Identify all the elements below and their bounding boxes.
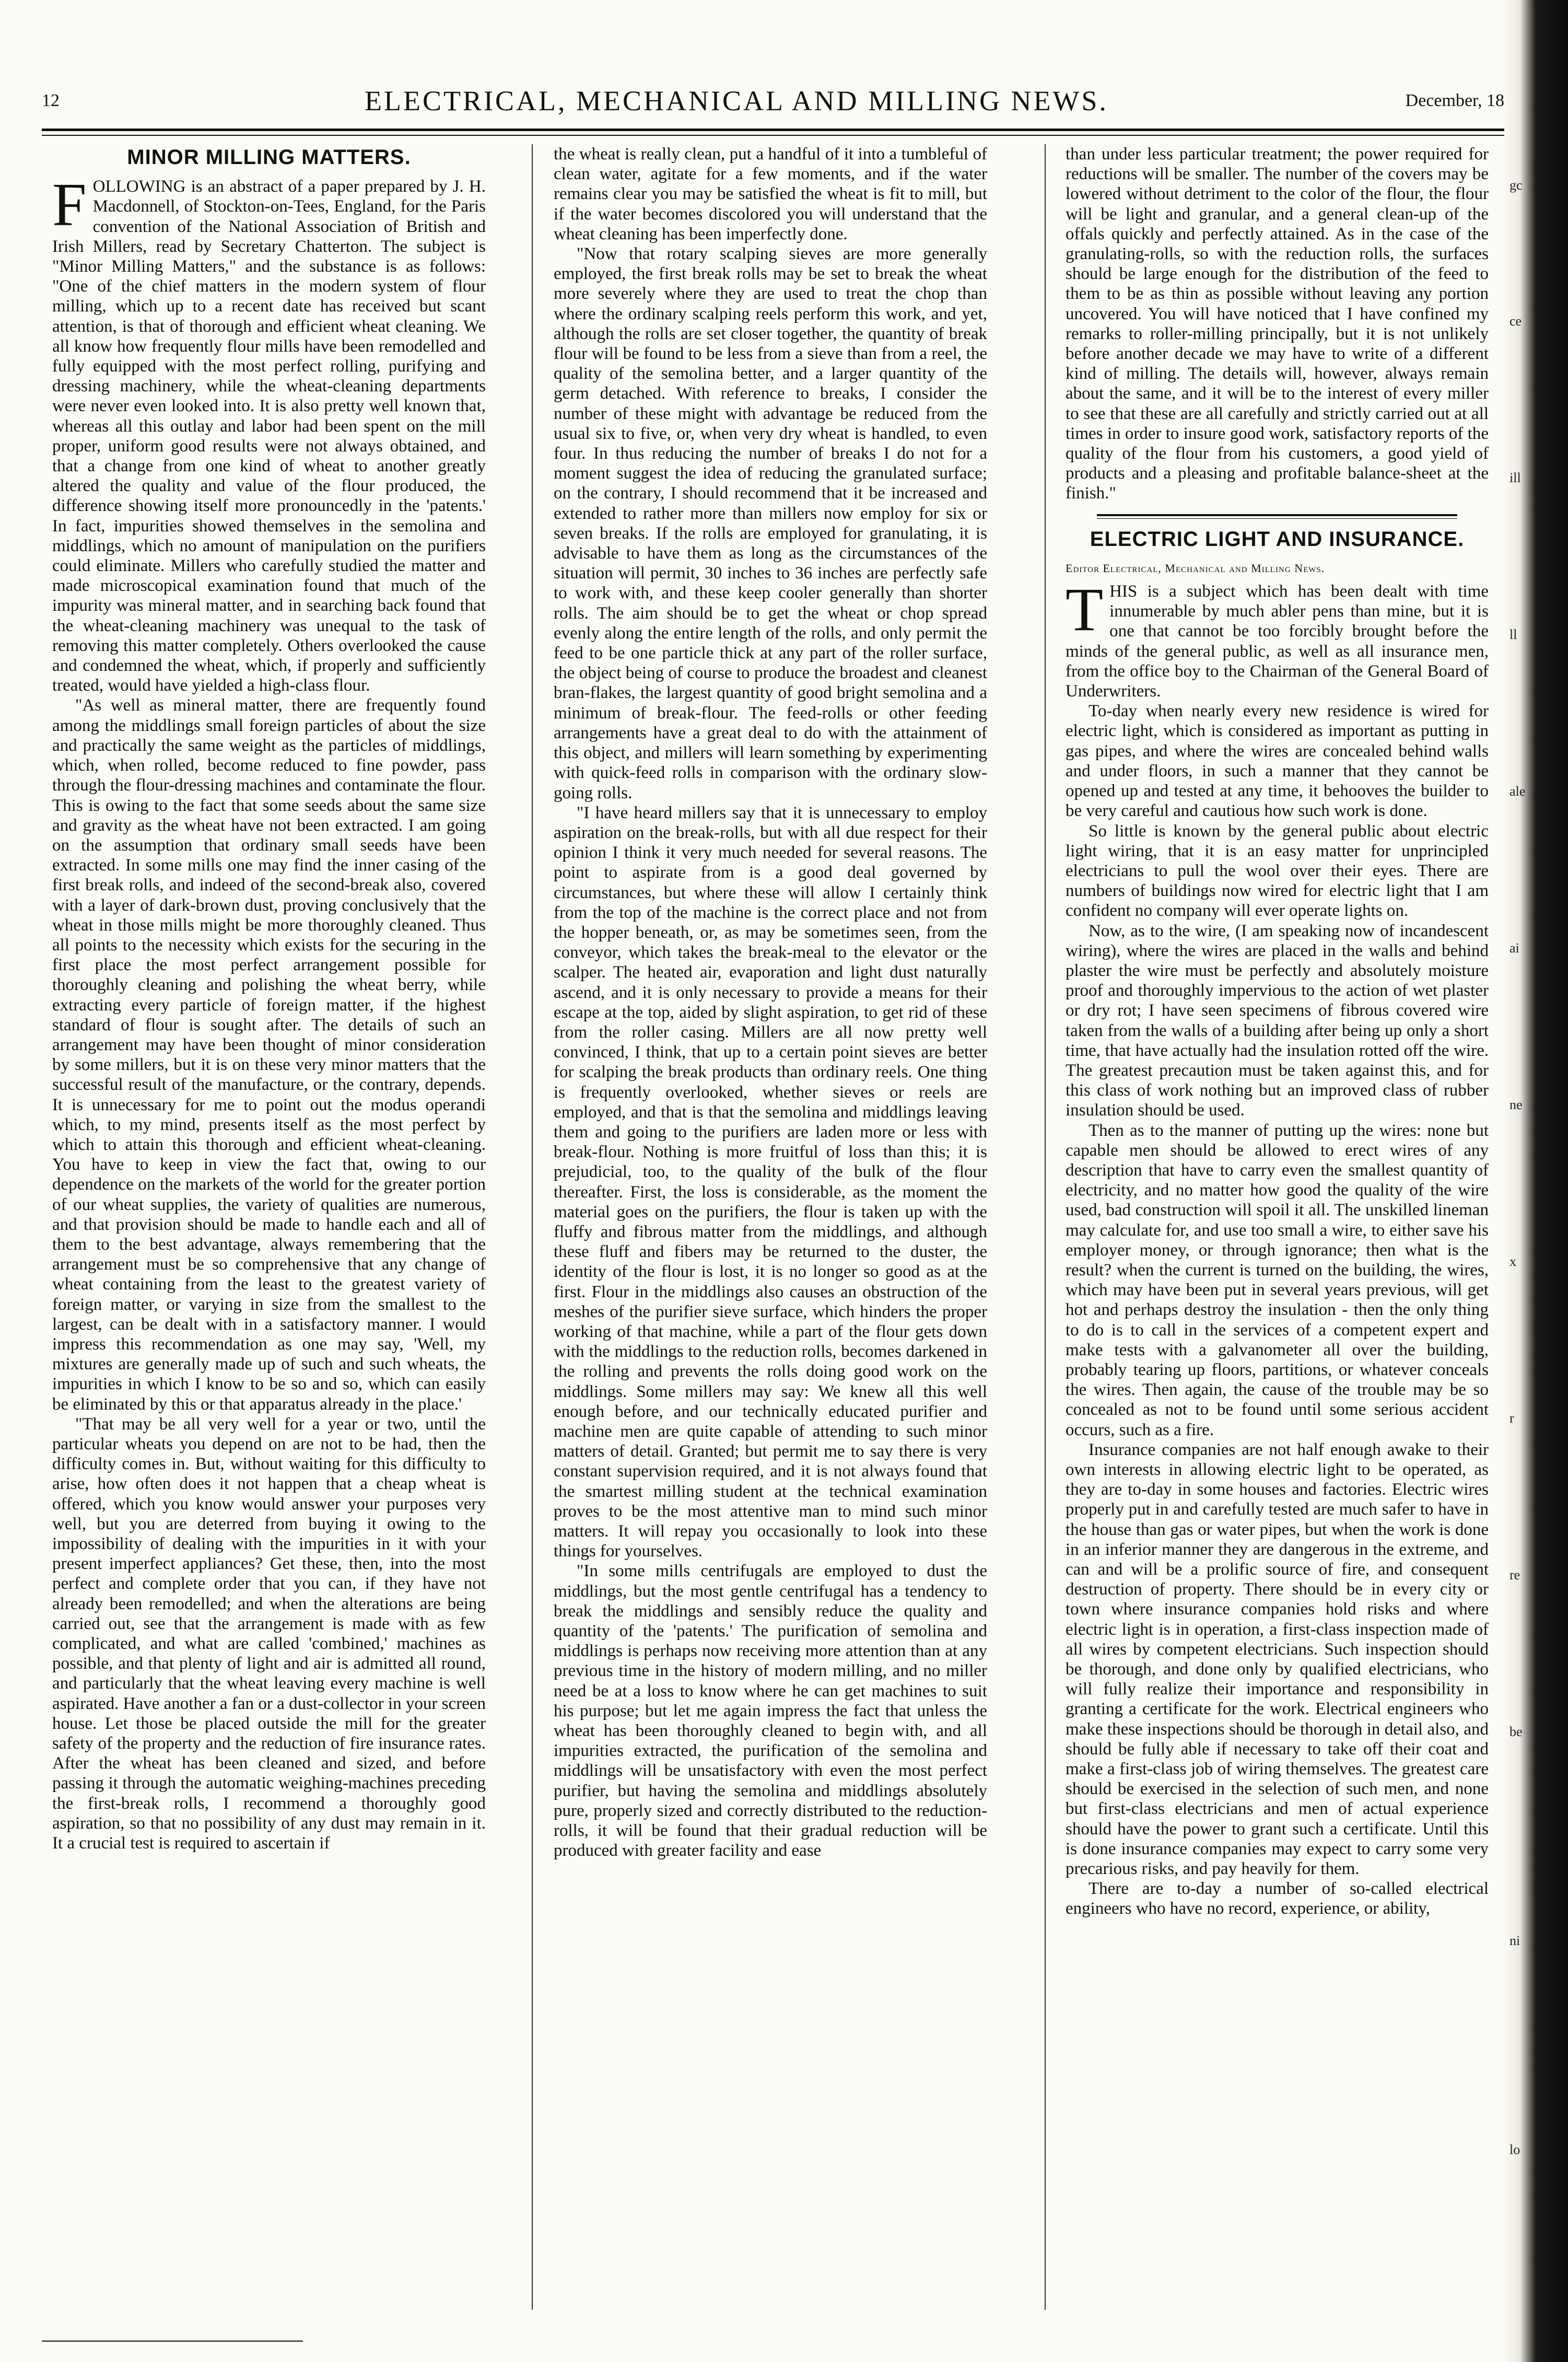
article-paragraph: To-day when nearly every new residence is wired for electric light, which is considered as important as putting in gas pipes, and where the wires are concealed behind walls and under floors, in such a manner that they cannot be opened up and tested at any time, it behooves the builder to be very careful and cautious how such work is done.	[1066, 702, 1489, 821]
column-1	[52, 144, 486, 2331]
masthead: ELECTRICAL, MECHANICAL AND MILLING NEWS.	[365, 85, 1108, 117]
article-paragraph: "That may be all very well for a year or two, until the particular wheats you depend on are not to be had, then the difficulty comes in. But, without waiting for this difficulty to arise, how often does it not happen that a cheap wheat is offered, which you know would answer your purposes very well, but you are deterred from buying it owing to the impossibility of dealing with the impurities in it with your present imperfect appliances? Get these, then, into the most perfect and complete order that you can, if they have not already been remodelled; and when the alterations are being carried out, see that the arrangement is made with as few complicated, and what are called 'combined,' machines as possible, and that plenty of light and air is admitted all round, and particularly that the wheat leaving every machine is well aspirated. Have another a fan or a dust-collector in your screen house. Let those be placed outside the mill for the greater safety of the property and the reduction of fire insurance rates. After the wheat has been cleaned and sized, and before passing it through the automatic weighing-machines preceding the first-break rolls, I recommend a thoroughly good aspiration, so that no possibility of any dust may remain in it. It a crucial test is required to ascertain if	[52, 1414, 486, 1853]
drop-cap: F	[52, 170, 87, 239]
article-title-electric-light: ELECTRIC LIGHT AND INSURANCE.	[1090, 527, 1465, 551]
article-paragraph: than under less particular treatment; the power required for reductions will be smaller. The number of the covers may be lowered without detriment to the color of the flour, the flour will be light and granular, and a general clean-up of the offals quickly and perfectly attained. As in the case of the granulating-rolls, so with the reduction rolls, the surfaces should be large enough for the distribution of the feed to them to be as thin as possible without leaving any portion uncovered. You will have noticed that I have confined my remarks to roller-milling principally, but it is not unlikely before another decade we may have to write of a different kind of milling. The details will, however, always remain about the same, and it will be to the interest of every miller to see that these are all carefully and strictly carried out at all times in order to insure good work, satisfactory reports of the quality of the flour from his customers, a good yield of products and a pleasing and profitable balance-sheet at the finish."	[1066, 145, 1489, 503]
paragraph-text: HIS is a subject which has been dealt with time innumerable by much abler pens than mine, but it is one that cannot be too forcibly brought before the minds of the general public, as well as all insurance men, from the office boy to the Chairman of the General Board of Underwriters.	[1066, 582, 1489, 701]
article-paragraph: There are to-day a number of so-called electrical engineers who have no record, experience, or ability,	[1066, 1879, 1489, 1918]
article-paragraph: Now, as to the wire, (I am speaking now of incandescent wiring), where the wires are placed in the walls and behind plaster the wire must be perfectly and absolutely moisture proof and thoroughly impervious to the action of wet plaster or dry rot; I have seen specimens of fibrous covered wire taken from the walls of a building after being up only a short time, that have actually had the insulation rotted off the wire. The greatest precaution must be taken against this, and for this class of work nothing but an improved class of rubber insulation should be used.	[1066, 921, 1489, 1120]
column-3	[1066, 144, 1489, 2331]
edge-fragment: ni	[1510, 1933, 1520, 1948]
article-paragraph: So little is known by the general public about electric light wiring, that it is an easy matter for unprincipled electricians to pull the wool over their eyes. There are numbers of buildings now wired for electric light that I am confident no company will ever operate lights on.	[1066, 821, 1489, 921]
edge-fragment: gc	[1510, 178, 1523, 193]
article-paragraph	[1066, 575, 1489, 701]
article-title-minor-milling: MINOR MILLING MATTERS.	[127, 146, 411, 169]
adjacent-page-edge	[1504, 0, 1568, 2362]
paragraph-text: OLLOWING is an abstract of a paper prepared by J. H. Macdonnell, of Stockton-on-Tees, England, for the Paris convention of the National Association of British and Irish Millers, read by Secretary Chatterton. The subject is "Minor Milling Matters," and the substance is as follows: "One of the chief matters in the modern system of flour milling, which up to a recent date has received but scant attention, is that of thorough and efficient wheat cleaning. We all know how frequently flour mills have been remodelled and fully equipped with the most perfect rolling, purifying and dressing machinery, while the wheat-cleaning departments were never even looked into. It is also pretty well known that, whereas all this outlay and labor had been spent on the mill proper, uniform good results were not always obtained, and that a change from one kind of wheat to another greatly altered the quality and value of the flour produced, the difference showing itself more pronouncedly in the 'patents.' In fact, impurities showed themselves in the semolina and middlings, which no amount of manipulation on the purifiers could eliminate. Millers who carefully studied the matter and made microscopical examination found that much of the impurity was mineral matter, and in searching back found that the wheat-cleaning machinery was unequal to the task of removing this matter completely. Others overlooked the cause and condemned the wheat, which, if properly and sufficiently treated, would have yielded a high-class flour.	[52, 177, 486, 695]
edge-fragment: r	[1510, 1411, 1514, 1426]
edge-fragment: re	[1510, 1567, 1520, 1583]
issue-date: December, 18	[1405, 91, 1504, 110]
edge-fragment: ll	[1510, 627, 1517, 642]
article-paragraph	[52, 170, 486, 695]
edge-fragment: ai	[1510, 940, 1519, 956]
edge-fragment: ale	[1510, 784, 1526, 799]
edge-fragment: ce	[1510, 313, 1522, 329]
article-paragraph: "I have heard millers say that it is unnecessary to employ aspiration on the break-rolls, but with all due respect for their opinion I think it very much needed for several reasons. The point to aspirate from is a good deal governed by circumstances, but where these will allow I certainly think from the top of the machine is the correct place and not from the hopper beneath, or, as may be sometimes seen, from the conveyor, which takes the break-meal to the elevator or the scalper. The heated air, evaporation and light dust naturally ascend, and it is only necessary to provide a means for their escape at the top, aided by slight aspiration, to get rid of these from the roller casing. Millers are all now pretty well convinced, I think, that up to a certain point sieves are better for scalping the break products than ordinary reels. One thing is frequently overlooked, whether sieves or reels are employed, and that is that the semolina and middlings leaving them and going to the purifiers are laden more or less with break-flour. Nothing is more fruitful of loss than this; it is prejudicial, too, to the quality of the bulk of the flour thereafter. First, the loss is considerable, as the moment the material goes on the purifiers, the flour is taken up with the fluffy and fibrous matter from the middlings, and although these fluff and fibers may be returned to the duster, the identity of the flour is lost, it is no longer so good as at the first. Flour in the middlings also causes an obstruction of the meshes of the purifier sieve surface, which hinders the proper working of that machine, while a part of the flour gets down with the middlings to the reduction rolls, becomes darkened in the rolling and prevents the rolls doing good work on the middlings. Some millers may say: We knew all this well enough before, and our technically educated purifier and machine men are quite capable of attending to such minor matters of detail. Granted; but permit me to say there is very constant supervision required, and it is not always found that the smartest milling student at the technical examination proves to be the most attentive man to mind such minor matters. It will repay you occasionally to look into these things for yourselves.	[554, 803, 987, 1561]
header-rule	[42, 129, 1504, 131]
article-paragraph: the wheat is really clean, put a handful of it into a tumbleful of clean water, agitate for a few moments, and if the water remains clear you may be satisfied the wheat is fit to mill, but if the water becomes discolored you will understand that the wheat cleaning has been imperfectly done.	[554, 145, 987, 243]
edge-fragment: lo	[1510, 2142, 1520, 2157]
column-divider-2	[1045, 144, 1046, 2310]
page-header	[42, 83, 1504, 119]
edge-fragment: ill	[1510, 470, 1521, 485]
article-paragraph: "In some mills centrifugals are employed to dust the middlings, but the most gentle centrifugal has a tendency to break the middlings and sensibly reduce the quality and quantity of the 'patents.' The purification of semolina and middlings is perhaps now receiving more attention than at any previous time in the history of modern milling, and no miller need be at a loss to know where he can get machines to suit his purpose; but let me again impress the fact that unless the wheat has been thoroughly cleaned to begin with, and all impurities extracted, the purification of the semolina and middlings will be unsatisfactory with even the most perfect purifier, but having the semolina and middlings absolutely pure, properly sized and correctly distributed to the reduction-rolls, it will be found that their gradual reduction will be produced with greater facility and ease	[554, 1562, 987, 1860]
article-paragraph: Then as to the manner of putting up the wires: none but capable men should be allowed to erect wires of any description that have to carry even the smallest quantity of electricity, and no matter how good the quality of the wire used, bad construction will spoil it all. The unskilled lineman may calculate for, and use too small a wire, to either save his employer money, or through ignorance; then what is the result? when the current is turned on the building, the wires, which may have been put in several years previous, will get hot and perhaps destroy the insulation - then the only thing to do is to call in the services of a competent expert and make tests with a galvanometer all over the building, probably tearing up floors, partitions, or whatever conceals the wires. Then again, the cause of the trouble may be so concealed as not to be found until some serious accident occurs, such as a fire.	[1066, 1121, 1489, 1439]
section-divider	[1097, 514, 1457, 519]
footer-rule	[42, 2341, 303, 2342]
editor-salutation: Editor Electrical, Mechanical and Milling News.	[1066, 561, 1325, 575]
edge-fragment: ne	[1510, 1097, 1523, 1112]
edge-fragment: x	[1510, 1254, 1516, 1269]
drop-cap: T	[1066, 575, 1104, 644]
column-2	[554, 144, 987, 2331]
page-number: 12	[42, 91, 60, 110]
article-paragraph: "Now that rotary scalping sieves are more generally employed, the first break rolls may be set to break the wheat more severely where they are used to treat the chop than where the ordinary scalping reels perform this work, and yet, although the rolls are set closer together, the quantity of break flour will be found to be less from a sieve than from a reel, the quality of the semolina better, and a larger quantity of the germ detached. With reference to breaks, I consider the number of these might with advantage be reduced from the usual six to five, or, when very dry wheat is handled, to even four. In thus reducing the number of breaks I do not for a moment suggest the idea of reducing the granulated surface; on the contrary, I should recommend that it be increased and extended to rather more than millers now employ for six or seven breaks. If the rolls are employed for granulating, it is advisable to have them as long as the circumstances of the situation will permit, 30 inches to 36 inches are perfectly safe to work with, and these keep cooler generally than shorter rolls. The aim should be to get the wheat or chop spread evenly along the entire length of the rolls, and only permit the feed to be one particle thick at any part of the roller surface, the object being of course to produce the broadest and cleanest bran-flakes, the largest quantity of good bright semolina and a minimum of break-flour. The feed-rolls or other feeding arrangements have a great deal to do with the attainment of this object, and millers will learn something by experimenting with quick-feed rolls in comparison with the ordinary slow-going rolls.	[554, 245, 987, 802]
article-paragraph: Insurance companies are not half enough awake to their own interests in allowing electric light to be operated, as they are to-day in some houses and factories. Electric wires properly put in and carefully tested are much safer to have in the house than gas or water pipes, but when the work is done in an inferior manner they are dangerous in the extreme, and can and will be a prolific source of fire, and consequent destruction of property. There should be in every city or town where insurance companies hold risks and where electric light is in operation, a first-class inspection made of all wires by competent electricians. Such inspection should be thorough, and done only by qualified electricians, who will fully realize their importance and responsibility in granting a certificate for the work. Electrical engineers who make these inspections should be thorough in detail also, and should be fully able if necessary to take off their coat and make a first-class job of wiring themselves. The greatest care should be exercised in the selection of such men, and none but first-class electricians and men of actual experience should have the power to grant such a certificate. Until this is done insurance companies may expect to carry some very precarious risks, and pay heavily for them.	[1066, 1440, 1489, 1879]
article-paragraph: "As well as mineral matter, there are frequently found among the middlings small foreign particles of about the size and practically the same weight as the particles of middlings, which, when rolled, become reduced to fine powder, pass through the flour-dressing machines and contaminate the flour. This is owing to the fact that some seeds about the same size and gravity as the wheat have not been extracted. I am going on the assumption that ordinary small seeds have been extracted. In some mills one may find the inner casing of the first break rolls, and indeed of the second-break also, covered with a layer of dark-brown dust, proving conclusively that the wheat in those mills might be more thoroughly cleaned. Thus all points to the necessity which exists for the securing in the first place the most perfect arrangement possible for thoroughly cleaning and polishing the wheat berry, while extracting every particle of foreign matter, if the highest standard of flour is sought after. The details of such an arrangement may have been thought of minor consideration by some millers, but it is on these very minor matters that the successful result of the manufacture, or the contrary, depends. It is unnecessary for me to point out the modus operandi which, to my mind, presents itself as the most perfect by which to attain this thorough and efficient wheat-cleaning. You have to keep in view the fact that, owing to our dependence on the markets of the world for the greater portion of our wheat supplies, the variety of qualities are numerous, and that provision should be made to handle each and all of them to the best advantage, always remembering that the arrangement must be so comprehensive that any change of wheat containing from the least to the greatest variety of foreign matter, or varying in size from the smallest to the largest, can be dealt with in a satisfactory manner. I would impress this recommendation as one may say, 'Well, my mixtures are generally made up of such and such wheats, the impurities in which I know to be so and so, which can easily be eliminated by this or that apparatus already in the place.'	[52, 696, 486, 1414]
edge-fragment: be	[1510, 1724, 1523, 1739]
column-divider-1	[532, 144, 533, 2310]
header-rule-thin	[42, 135, 1504, 136]
